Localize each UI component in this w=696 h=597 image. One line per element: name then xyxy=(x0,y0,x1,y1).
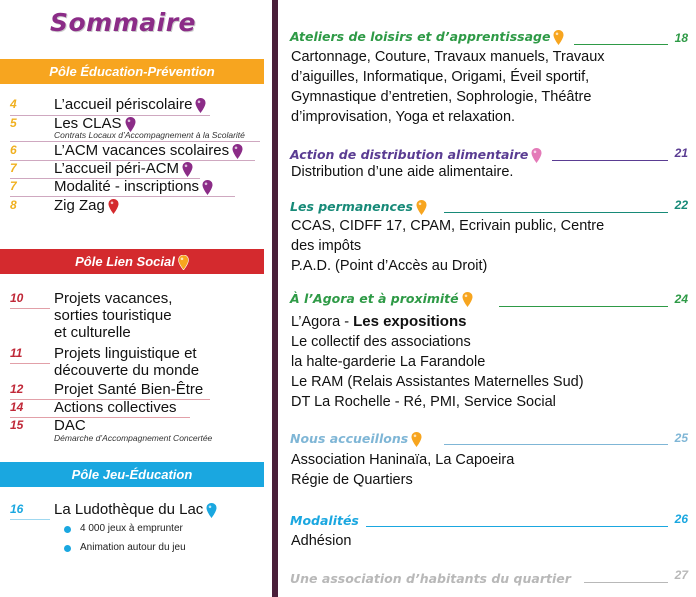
body-line: CCAS, CIDFF 17, CPAM, Ecrivain public, Centre xyxy=(291,218,605,234)
body-line: Cartonnage, Couture, Travaux manuels, Travaux xyxy=(291,49,605,65)
page-number: 7 xyxy=(10,179,17,193)
section-title: À l’Agora et à proximité xyxy=(290,291,459,306)
bullet-text: 4 000 jeux à emprunter xyxy=(80,523,183,534)
body-line: Gymnastique d’entretien, Sophrologie, Théâtre xyxy=(291,89,592,105)
map-pin-icon xyxy=(206,503,217,518)
item-sublabel: Démarche d’Accompagnement Concertée xyxy=(54,433,213,443)
map-pin-icon xyxy=(232,144,243,159)
map-pin-icon xyxy=(108,199,119,214)
divider xyxy=(584,582,668,583)
page-number: 5 xyxy=(10,116,17,130)
page-number: 4 xyxy=(10,97,17,111)
item-label: La Ludothèque du Lac xyxy=(54,501,204,518)
summary-right-column xyxy=(284,0,690,597)
body-line: DT La Rochelle - Ré, PMI, Service Social xyxy=(291,394,556,410)
map-pin-icon xyxy=(462,292,473,307)
section-band-lien-social xyxy=(0,249,264,274)
page-number: 27 xyxy=(674,568,688,582)
body-line: d’improvisation, Yoga et relaxation. xyxy=(291,109,516,125)
divider xyxy=(366,526,668,527)
section-body xyxy=(291,531,351,551)
divider xyxy=(444,444,668,445)
band-label: Pôle Éducation-Prévention xyxy=(49,64,215,79)
divider xyxy=(10,363,50,364)
section-body xyxy=(291,162,513,182)
summary-left-column xyxy=(0,0,270,597)
section-title: Nous accueillons xyxy=(290,431,409,446)
page-number: 11 xyxy=(10,346,23,360)
band-label: Pôle Jeu-Éducation xyxy=(71,467,193,482)
page-number: 24 xyxy=(674,292,688,306)
body-line: Distribution d’une aide alimentaire. xyxy=(291,164,514,180)
page-number: 8 xyxy=(10,198,17,212)
item-label-line: découverte du monde xyxy=(54,362,200,379)
item-sublabel: Contrats Locaux d’Accompagnement à la Scolarité xyxy=(54,130,245,140)
body-line: Adhésion xyxy=(291,533,352,549)
page-number: 22 xyxy=(674,198,688,212)
section-band-education xyxy=(0,59,264,84)
page-title: Sommaire xyxy=(50,8,197,37)
section-title: Action de distribution alimentaire xyxy=(290,147,529,162)
bullet-dot xyxy=(64,526,71,533)
bullet-dot xyxy=(64,545,71,552)
map-pin-icon xyxy=(531,148,542,163)
page-number: 15 xyxy=(10,418,24,432)
map-pin-icon xyxy=(416,200,427,215)
section-body xyxy=(291,47,605,127)
page-number: 25 xyxy=(674,431,688,445)
item-label: Les CLAS xyxy=(54,115,122,132)
map-pin-icon xyxy=(202,180,213,195)
page-number: 26 xyxy=(674,512,688,526)
map-pin-icon xyxy=(195,98,206,113)
section-body xyxy=(291,450,514,490)
body-text: L’Agora - xyxy=(291,314,354,330)
body-line: la halte-garderie La Farandole xyxy=(291,354,486,370)
page-number: 6 xyxy=(10,143,17,157)
section-band-jeu-education xyxy=(0,462,264,487)
divider xyxy=(499,306,668,307)
page-number: 21 xyxy=(674,146,688,160)
divider xyxy=(10,196,235,197)
body-line: d’aiguilles, Informatique, Origami, Éveil sportif, xyxy=(291,69,590,85)
divider xyxy=(10,417,190,418)
body-line: Régie de Quartiers xyxy=(291,472,413,488)
page-number: 7 xyxy=(10,161,17,175)
section-title: Ateliers de loisirs et d’apprentissage xyxy=(290,29,551,44)
page-number: 14 xyxy=(10,400,24,414)
item-label: Actions collectives xyxy=(54,399,177,416)
band-label: Pôle Lien Social xyxy=(75,254,175,269)
section-title: Modalités xyxy=(290,513,359,528)
item-label-line: sorties touristique xyxy=(54,307,172,324)
map-pin-icon xyxy=(411,432,422,447)
body-line: Association Haninaïa, La Capoeira xyxy=(291,452,515,468)
map-pin-icon xyxy=(553,30,564,45)
section-body xyxy=(291,312,584,412)
item-label: L’accueil péri-ACM xyxy=(54,160,180,177)
body-line: Le collectif des associations xyxy=(291,334,471,350)
divider xyxy=(552,160,668,161)
page-number: 12 xyxy=(10,382,24,396)
page-number: 10 xyxy=(10,291,24,305)
item-label: Modalité - inscriptions xyxy=(54,178,200,195)
body-line: P.A.D. (Point d’Accès au Droit) xyxy=(291,258,488,274)
divider xyxy=(10,308,50,309)
divider xyxy=(574,44,668,45)
page-number: 18 xyxy=(674,31,688,45)
item-label: Zig Zag xyxy=(54,197,105,214)
map-pin-icon xyxy=(178,255,189,270)
page-number: 16 xyxy=(10,502,24,516)
map-pin-icon xyxy=(182,162,193,177)
column-divider xyxy=(272,0,278,597)
section-title: Les permanences xyxy=(290,199,413,214)
item-label-line: Projets vacances, xyxy=(54,290,173,307)
divider xyxy=(444,212,668,213)
item-label: L’ACM vacances scolaires xyxy=(54,142,230,159)
section-title: Une association d’habitants du quartier xyxy=(290,571,571,586)
item-label: Projet Santé Bien-Être xyxy=(54,381,204,398)
item-label: DAC xyxy=(54,417,86,434)
section-body xyxy=(291,216,604,276)
item-label-line: et culturelle xyxy=(54,324,131,341)
body-line xyxy=(291,312,584,332)
body-line: Le RAM (Relais Assistantes Maternelles Sud) xyxy=(291,374,584,390)
bullet-text: Animation autour du jeu xyxy=(80,542,186,553)
item-label-line: Projets linguistique et xyxy=(54,345,197,362)
body-line: des impôts xyxy=(291,238,362,254)
body-emphasis: Les expositions xyxy=(353,313,467,330)
item-label: L’accueil périscolaire xyxy=(54,96,193,113)
divider xyxy=(10,519,50,520)
